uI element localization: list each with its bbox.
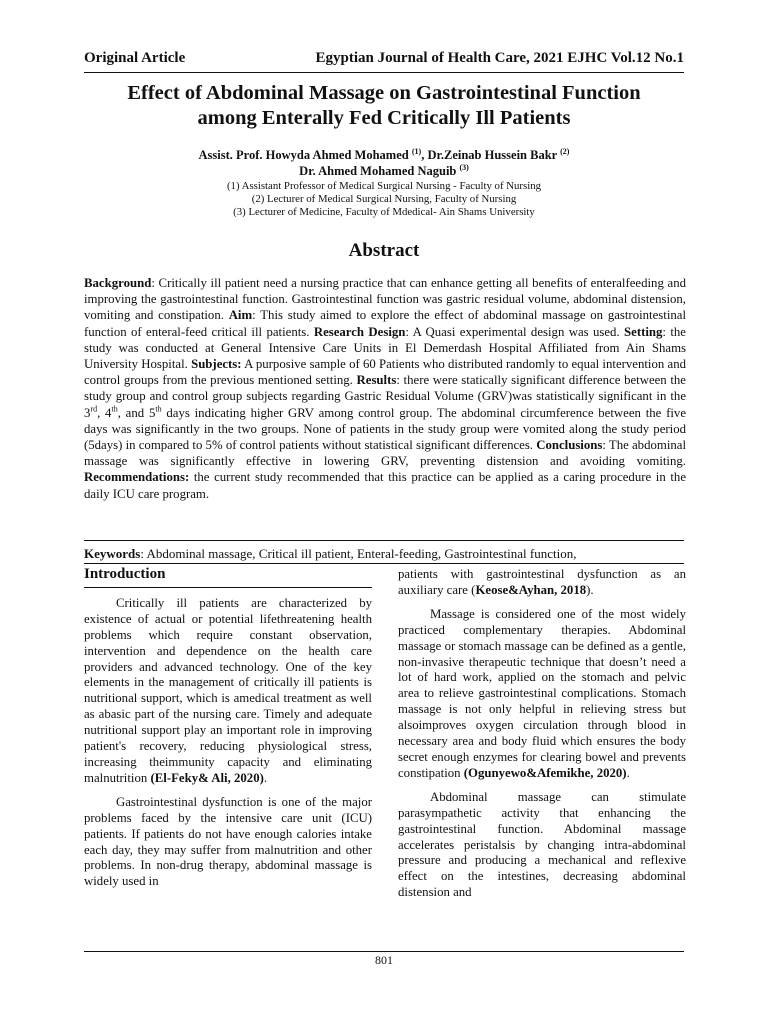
page-number: 801 [375,953,393,967]
right-column [398,567,686,901]
keywords-bottom-rule [84,563,684,564]
keywords: Keywords: Abdominal massage, Critical ill patient, Enteral-feeding, Gastrointestinal function, [84,546,577,561]
introduction-heading: Introduction [84,566,166,582]
affiliation-1: (1) Assistant Professor of Medical Surgical Nursing - Faculty of Nursing [226,180,542,192]
abstract-body: Background: Critically ill patient need a nursing practice that can enhance getting all benefits of enteralfeeding and improving the gastrointestinal function. Gastrointestinal function was gastric residual volume, abdominal distension, vomiting and constipation. Aim: This study aimed to explore the effect of abdominal massage on gastrointestinal function of enteral-feed critical ill patients. Research Design: A Quasi experimental design was used. Setting: the study was conducted at General Intensive Care Units in El Demerdash Hospital Affiliated from Ain Shams University Hospital. Subjects: A purposive sample of 60 Patients who distributed randomly to equal intervention and control groups from the previous mentioned setting. Results: there were statically significant difference between the study group and control group subjects regarding Gastric Residual Volume (GRV)was statistically significant in the 3rd, 4th, and 5th days indicating higher GRV among control group. The abdominal circumference between the five days was significantly in the two groups. None of patients in the study group were vomited along the study period (5days) in compared to 5% of control patients without statistical significant differences. Conclusions: The abdominal massage was significantly effective in lowering GRV, preventing distension and avoiding vomiting. Recommendations: the current study recommended that this practice can be applied as a caring procedure in the daily ICU care program. [84,276,687,501]
left-column [84,567,372,890]
abstract-heading: Abstract [348,240,420,261]
paper-title [84,81,684,131]
author-1: Assist. Prof. Howyda Ahmed Mohamed [198,148,409,162]
footer-rule [84,951,684,952]
journal-citation: Egyptian Journal of Health Care, 2021 EJHC Vol.12 No.1 [315,50,684,66]
keywords-top-rule [84,540,684,541]
affiliation-3: (3) Lecturer of Medicine, Faculty of Mdedical- Ain Shams University [233,206,535,218]
intro-paragraph-2: Gastrointestinal dysfunction is one of the major problems faced by the intensive care unit (ICU) patients. If patients do not have enough calories intake each day, they may suffer from malnutrition and other problems. In non-drug therapy, abdominal massage is widely used in [84,794,372,889]
author-list: Assist. Prof. Howyda Ahmed Mohamed $^{(1)}$, Dr.Zeinab Hussein Bakr $^{(2)}$ Dr. Ahmed Mohamed Naguib $^{(3)}$ [198,146,570,178]
right-paragraph-2: Abdominal massage can stimulate parasympathetic activity that enhancing the gastrointestinal function. Abdominal massage accelerates peristalsis by changing intra-abdominal pressure and producing a mechanical and reflexive effect on the intestines, decreasing abdominal distension and [398,789,686,900]
header-rule [84,72,684,73]
title-line-1: Effect of Abdominal Massage on Gastrointestinal Function [127,82,641,104]
affiliation-2: (2) Lecturer of Medical Surgical Nursing, Faculty of Nursing [251,193,517,205]
article-type: Original Article [84,50,186,66]
intro-paragraph-1: Critically ill patients are characterized by existence of actual or potential lifethreatening health problems which require constant observation, intervention and dependence on the health care providers and advanced technology. One of the key elements in the management of critically ill patients is nutritional support, which is amedical treatment as well as abasic part of the nursing care. Timely and adequate nutritional support play an important role in improving patient's recovery, reducing physiological stress, increasing theimmunity capacity and eliminating malnutrition (El-Feky& Ali, 2020). [84,595,372,785]
introduction-rule [84,587,372,588]
right-paragraph-1: Massage is considered one of the most widely practiced complementary therapies. Abdominal massage or stomach massage can be defined as a gentle, non-invasive therapeutic technique that doesn’t need a lot of hard work, applied on the stomach and pelvic area to relieve gastrointestinal complications. Stomach massage is not only helpful in relieving stress but alsoimproves oxygen circulation through blood in necessary area and body fluid which ensures the body secret enough enzymes for clearing bowel and prevents constipation (Ogunyewo&Afemikhe, 2020). [398,606,686,780]
affiliations [84,180,684,219]
author-3: Dr. Ahmed Mohamed Naguib [299,164,457,178]
author-2: Dr.Zeinab Hussein Bakr [427,148,557,162]
running-header [84,50,684,68]
title-line-2: among Enterally Fed Critically Ill Patients [197,107,571,129]
right-paragraph-0: patients with gastrointestinal dysfunction as an auxiliary care (Keose&Ayhan, 2018). [398,567,686,597]
